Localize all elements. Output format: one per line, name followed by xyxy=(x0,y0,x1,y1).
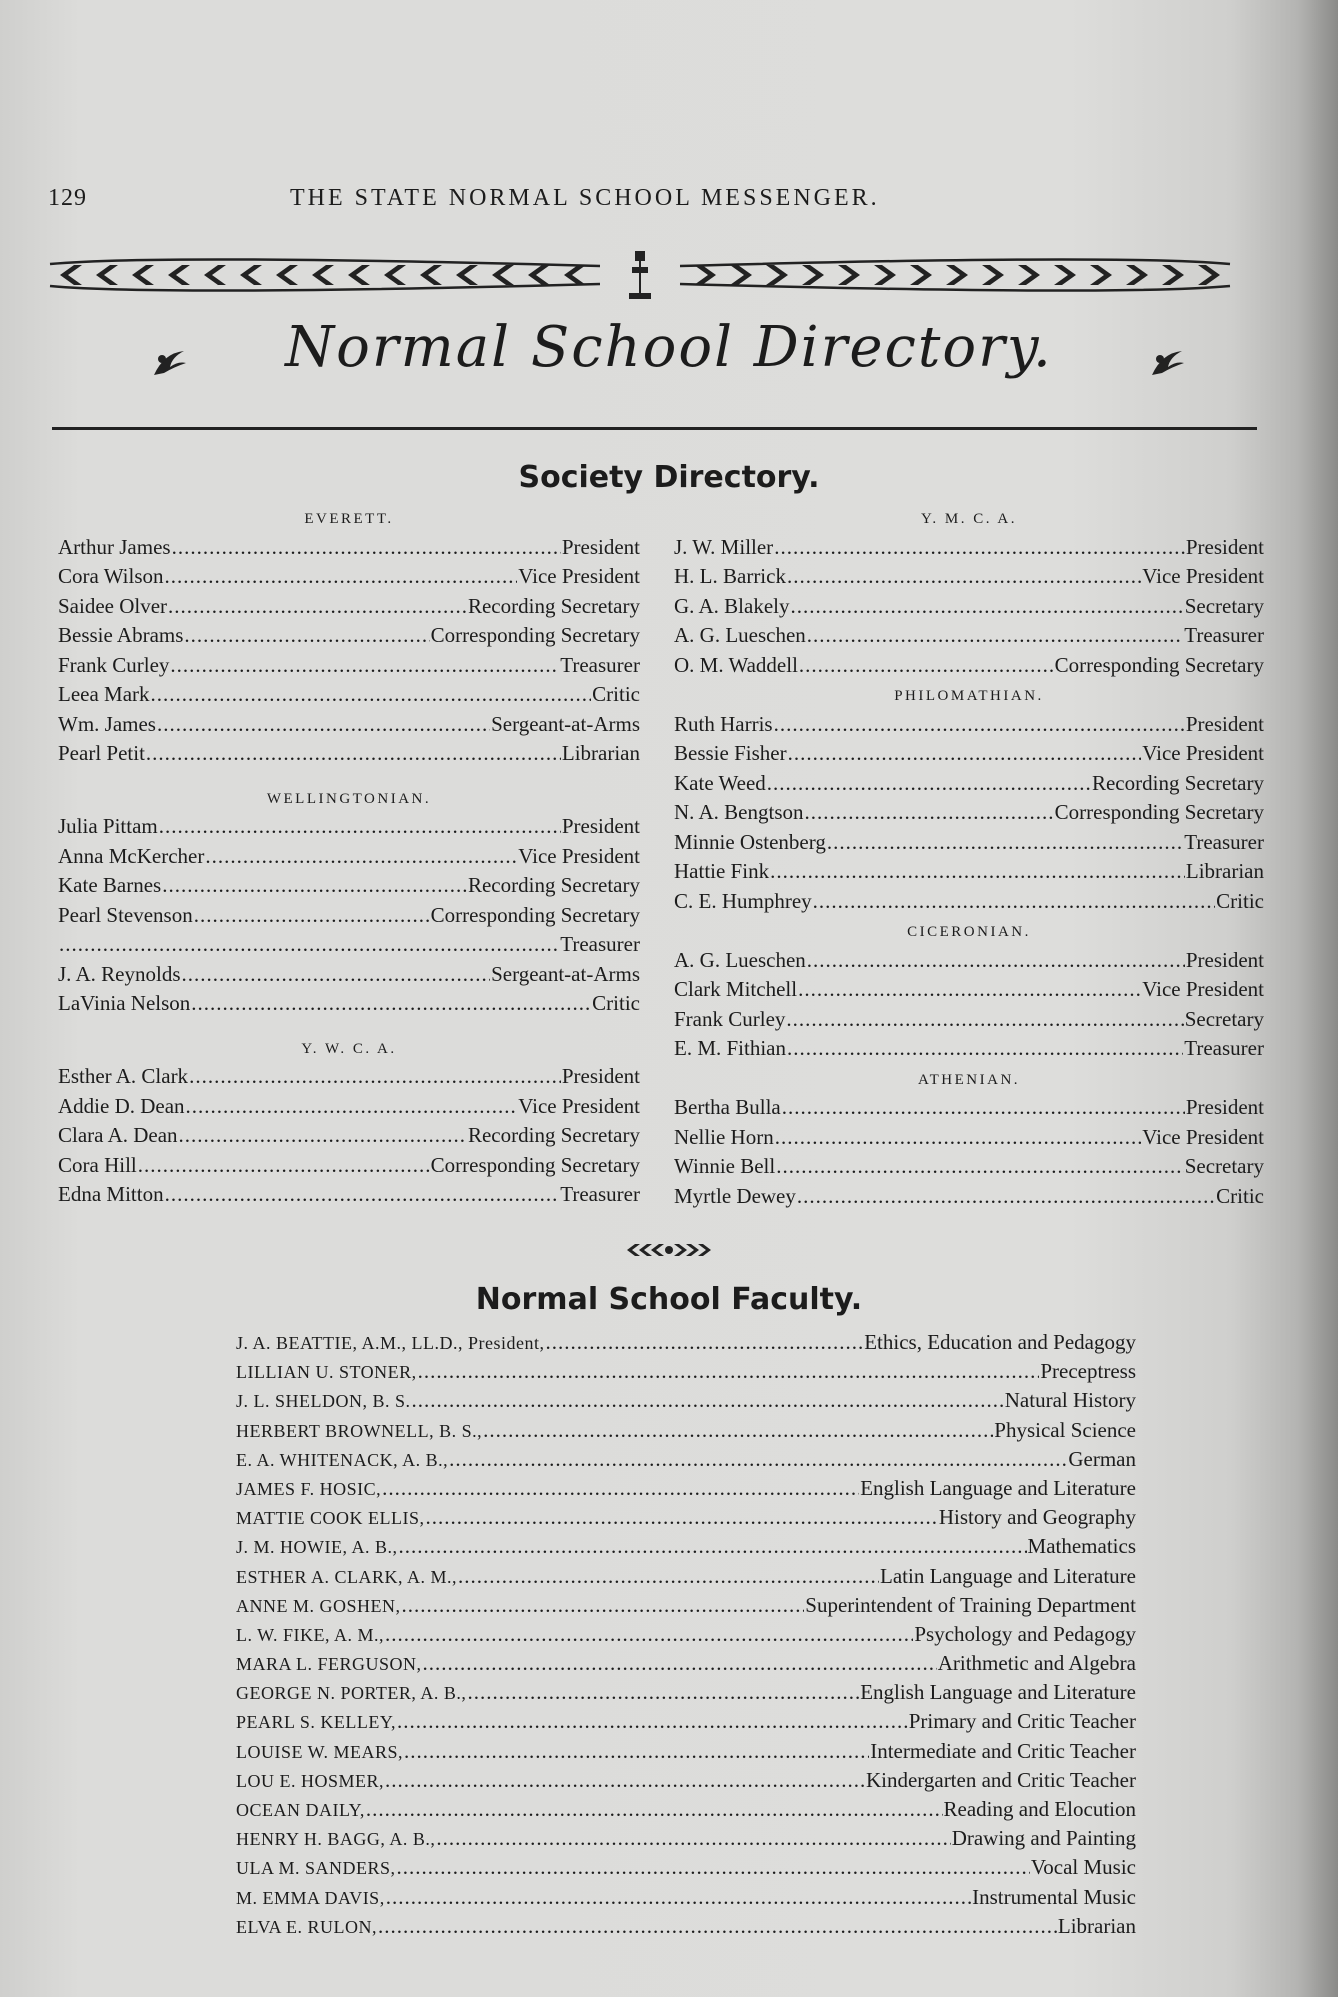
society-everett xyxy=(58,505,640,771)
society-heading: WELLINGTONIAN. xyxy=(266,790,432,807)
officer-row: Kate Weed ..... Recording Secretary xyxy=(674,771,1264,801)
officer-row: Clara A. Dean ..... Recording Secretary xyxy=(58,1123,640,1153)
faculty-row: LILLIAN U. STONER, ..... Preceptress xyxy=(236,1359,1136,1388)
society-ciceronian xyxy=(674,918,1264,1066)
faculty-row: J. M. HOWIE, A. B., ..... Mathematics xyxy=(236,1534,1136,1563)
society-heading: EVERETT. xyxy=(304,511,394,527)
officer-row: Ruth Harris ..... President xyxy=(674,712,1264,742)
officer-row: Cora Wilson ..... Vice President xyxy=(58,564,640,594)
officer-row: Pearl Stevenson ..... Corresponding Secretary xyxy=(58,903,640,933)
faculty-row: ANNE M. GOSHEN, ..... Superintendent of Training Department xyxy=(236,1593,1136,1622)
officer-row: Minnie Ostenberg ..... Treasurer xyxy=(674,830,1264,860)
faculty-row: PEARL S. KELLEY, ..... Primary and Critic Teacher xyxy=(236,1709,1136,1738)
page-number: 129 xyxy=(48,185,87,211)
faculty-row: MATTIE COOK ELLIS, ..... History and Geography xyxy=(236,1505,1136,1534)
faculty-row: JAMES F. HOSIC, ..... English Language and Literature xyxy=(236,1476,1136,1505)
officer-row: G. A. Blakely ..... Secretary xyxy=(674,594,1264,624)
society-ymca xyxy=(674,505,1264,682)
officer-row: Winnie Bell ..... Secretary xyxy=(674,1154,1264,1184)
officer-row: Myrtle Dewey ..... Critic xyxy=(674,1184,1264,1214)
faculty-row: ULA M. SANDERS, ..... Vocal Music xyxy=(236,1855,1136,1884)
faculty-title: Normal School Faculty. xyxy=(475,1282,863,1317)
officer-row: Clark Mitchell ..... Vice President xyxy=(674,977,1264,1007)
page-title: Normal School Directory. xyxy=(285,315,1053,380)
decorative-border-ornament xyxy=(40,250,1240,300)
faculty-row: ESTHER A. CLARK, A. M., ..... Latin Language and Literature xyxy=(236,1564,1136,1593)
officer-row: C. E. Humphrey ..... Critic xyxy=(674,889,1264,919)
officer-row: Wm. James ..... Sergeant-at-Arms xyxy=(58,712,640,742)
society-wellingtonian xyxy=(58,785,640,1021)
title-rule xyxy=(52,427,1257,430)
society-heading: CICERONIAN. xyxy=(907,924,1031,940)
officer-row: Edna Mitton ..... Treasurer xyxy=(58,1182,640,1212)
running-head: THE STATE NORMAL SCHOOL MESSENGER. xyxy=(290,185,880,211)
faculty-list xyxy=(236,1330,1136,1943)
faculty-row: J. A. BEATTIE, A.M., LL.D., President, ..... Ethics, Education and Pedagogy xyxy=(236,1330,1136,1359)
officer-row: Julia Pittam ..... President xyxy=(58,814,640,844)
officer-row: N. A. Bengtson ..... Corresponding Secretary xyxy=(674,800,1264,830)
faculty-row: OCEAN DAILY, ..... Reading and Elocution xyxy=(236,1797,1136,1826)
officer-row: Frank Curley ..... Treasurer xyxy=(58,653,640,683)
officer-row: Arthur James ..... President xyxy=(58,535,640,565)
faculty-row: J. L. SHELDON, B. S. ..... Natural History xyxy=(236,1388,1136,1417)
officer-row: Cora Hill ..... Corresponding Secretary xyxy=(58,1153,640,1183)
society-philomathian xyxy=(674,682,1264,918)
right-fleuron-icon xyxy=(1148,345,1188,381)
society-directory-title: Society Directory. xyxy=(518,460,820,495)
faculty-row: GEORGE N. PORTER, A. B., ..... English Language and Literature xyxy=(236,1680,1136,1709)
officer-row: H. L. Barrick ..... Vice President xyxy=(674,564,1264,594)
officer-row: Pearl Petit ..... Librarian xyxy=(58,741,640,771)
faculty-row: L. W. FIKE, A. M., ..... Psychology and Pedagogy xyxy=(236,1622,1136,1651)
officer-row: Bessie Abrams ..... Corresponding Secretary xyxy=(58,623,640,653)
society-heading: ATHENIAN. xyxy=(917,1071,1021,1088)
society-ywca xyxy=(58,1035,640,1212)
society-right-column xyxy=(674,505,1264,1213)
officer-row: A. G. Lueschen ..... Treasurer xyxy=(674,623,1264,653)
faculty-row: MARA L. FERGUSON, ..... Arithmetic and Algebra xyxy=(236,1651,1136,1680)
society-left-column xyxy=(58,505,640,1212)
officer-row: Saidee Olver ..... Recording Secretary xyxy=(58,594,640,624)
officer-row: Frank Curley ..... Secretary xyxy=(674,1007,1264,1037)
faculty-row: HENRY H. BAGG, A. B., ..... Drawing and Painting xyxy=(236,1826,1136,1855)
officer-row: E. M. Fithian ..... Treasurer xyxy=(674,1036,1264,1066)
faculty-row: HERBERT BROWNELL, B. S., ..... Physical Science xyxy=(236,1418,1136,1447)
officer-row: A. G. Lueschen ..... President xyxy=(674,948,1264,978)
officer-row: Esther A. Clark ..... President xyxy=(58,1064,640,1094)
faculty-row: ELVA E. RULON, ..... Librarian xyxy=(236,1914,1136,1943)
faculty-row: M. EMMA DAVIS, ..... Instrumental Music xyxy=(236,1885,1136,1914)
section-separator-ornament xyxy=(619,1240,719,1260)
society-heading: PHILOMATHIAN. xyxy=(894,688,1044,704)
officer-row: Leea Mark ..... Critic xyxy=(58,682,640,712)
officer-row: Bertha Bulla ..... President xyxy=(674,1095,1264,1125)
officer-row: J. W. Miller ..... President xyxy=(674,535,1264,565)
officer-row: O. M. Waddell ..... Corresponding Secretary xyxy=(674,653,1264,683)
officer-row: Kate Barnes ..... Recording Secretary xyxy=(58,873,640,903)
officer-row: Anna McKercher ..... Vice President xyxy=(58,844,640,874)
society-athenian xyxy=(674,1066,1264,1214)
society-heading: Y. W. C. A. xyxy=(301,1040,397,1057)
officer-row: Nellie Horn ..... Vice President xyxy=(674,1125,1264,1155)
officer-row: LaVinia Nelson ..... Critic xyxy=(58,991,640,1021)
faculty-row: LOU E. HOSMER, ..... Kindergarten and Critic Teacher xyxy=(236,1768,1136,1797)
officer-row: J. A. Reynolds ..... Sergeant-at-Arms xyxy=(58,962,640,992)
faculty-row: LOUISE W. MEARS, ..... Intermediate and Critic Teacher xyxy=(236,1739,1136,1768)
officer-row: Addie D. Dean ..... Vice President xyxy=(58,1094,640,1124)
society-heading: Y. M. C. A. xyxy=(921,511,1017,527)
officer-row: Bessie Fisher ..... Vice President xyxy=(674,741,1264,771)
faculty-row: E. A. WHITENACK, A. B., ..... German xyxy=(236,1447,1136,1476)
officer-row: Hattie Fink ..... Librarian xyxy=(674,859,1264,889)
officer-row: ..... Treasurer xyxy=(58,932,640,962)
